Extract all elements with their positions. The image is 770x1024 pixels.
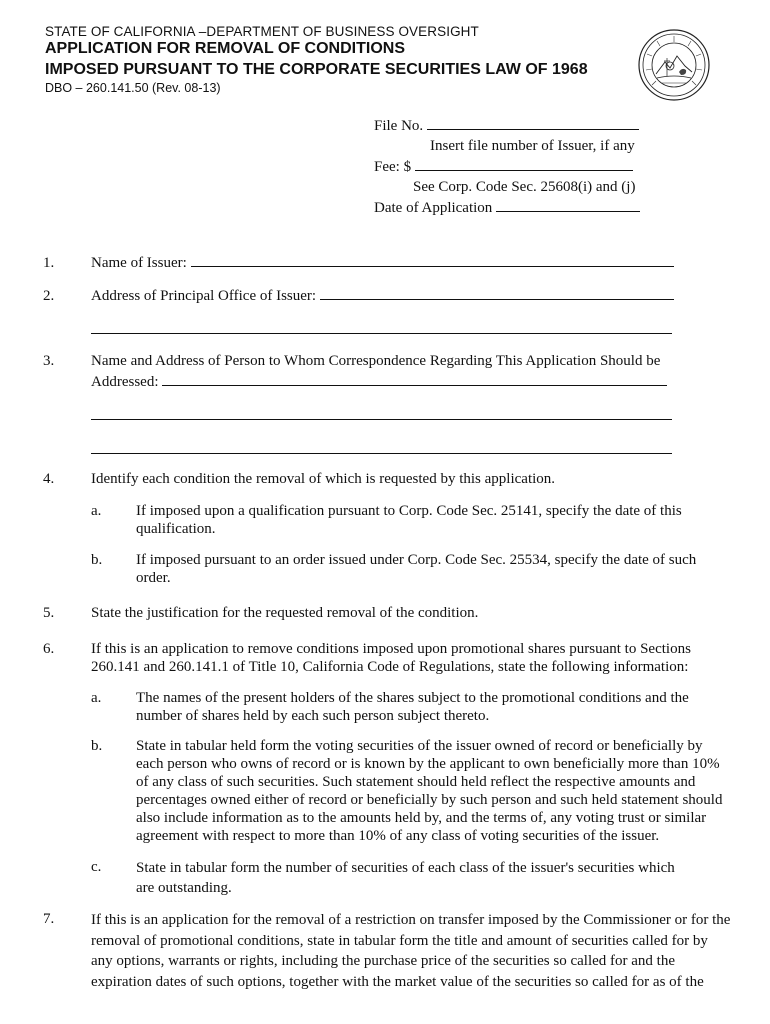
subitem-text: State in tabular form the number of securities of each class of the issuer's securities which are outstanding. <box>136 860 675 896</box>
item-label: Name and Address of Person to Whom Correspondence Regarding This Application Should be <box>91 353 661 369</box>
form-number: DBO – 260.141.50 (Rev. 08-13) <box>45 81 221 95</box>
subitem-text: State in tabular held form the voting securities of the issuer owned of record or beneficially by each person who owns of record or is known by the applicant to own beneficially more than 10% of any class of such securities. Such statement should held reflect the respective amounts and percentages owned either of record or beneficially by such person and such held statement should also include information as to the amounts held by, and the terms of, any voting trust or similar agreement with respect to more than 10% of any class of voting securities of the issuer. <box>136 738 723 844</box>
correspondence-line2[interactable] <box>91 419 672 420</box>
file-no-field[interactable] <box>427 117 639 130</box>
form-title-line1: APPLICATION FOR REMOVAL OF CONDITIONS <box>45 40 405 57</box>
file-no-hint: Insert file number of Issuer, if any <box>430 138 635 154</box>
subitem-letter: a. <box>91 503 102 519</box>
form-title-line2: IMPOSED PURSUANT TO THE CORPORATE SECURITIES LAW OF 1968 <box>45 61 588 78</box>
fee-label: Fee: $ <box>374 159 412 175</box>
subitem-text: If imposed upon a qualification pursuant to Corp. Code Sec. 25141, specify the date of this qualification. <box>136 503 682 537</box>
item-number: 2. <box>43 288 55 304</box>
item-text: State the justification for the requested removal of the condition. <box>91 605 479 621</box>
item-principal-office <box>91 287 674 305</box>
item-text: Identify each condition the removal of which is requested by this application. <box>91 471 556 487</box>
agency-name: STATE OF CALIFORNIA –DEPARTMENT OF BUSINESS OVERSIGHT <box>45 24 479 39</box>
file-no-label: File No. <box>374 118 424 134</box>
subitem-text: The names of the present holders of the shares subject to the promotional conditions and the number of shares held by each such person subject thereto. <box>136 690 689 724</box>
date-field[interactable] <box>496 199 640 212</box>
subitem-letter: c. <box>91 859 102 875</box>
issuer-name-field[interactable] <box>191 254 674 267</box>
date-row <box>374 199 640 217</box>
state-seal-icon <box>637 28 711 102</box>
principal-office-field[interactable] <box>320 287 674 300</box>
item-text: If this is an application to remove conditions imposed upon promotional shares pursuant to Sections 260.141 and 260.141.1 of Title 10, California Code of Regulations, state the following information: <box>91 641 691 675</box>
correspondence-line3[interactable] <box>91 453 672 454</box>
item-number: 6. <box>43 641 55 657</box>
item-label: Name of Issuer: <box>91 255 187 271</box>
item-number: 3. <box>43 353 55 369</box>
item-number: 1. <box>43 255 55 271</box>
fee-row <box>374 158 633 176</box>
subitem-text: If imposed pursuant to an order issued under Corp. Code Sec. 25534, specify the date of such order. <box>136 552 697 586</box>
correspondence-field[interactable] <box>162 373 667 386</box>
fee-hint: See Corp. Code Sec. 25608(i) and (j) <box>413 179 636 195</box>
item-label: Addressed: <box>91 374 159 390</box>
file-no-row <box>374 117 639 135</box>
item-number: 4. <box>43 471 55 487</box>
item-number: 5. <box>43 605 55 621</box>
item-correspondence <box>91 373 667 391</box>
subitem-letter: a. <box>91 690 102 706</box>
item-text: If this is an application for the removal of a restriction on transfer imposed by the Commissioner or for the removal of promotional conditions, state in tabular form the title and amount of securities called for by any options, warrants or rights, including the purchase price of the securities so called for and the expiration dates of such options, together with the market value of the securities so called for as of the <box>91 912 731 990</box>
fee-field[interactable] <box>415 158 633 171</box>
principal-office-line2[interactable] <box>91 333 672 334</box>
item-issuer-name <box>91 254 674 272</box>
subitem-letter: b. <box>91 552 103 568</box>
subitem-letter: b. <box>91 738 103 754</box>
date-label: Date of Application <box>374 200 493 216</box>
item-number: 7. <box>43 911 55 927</box>
item-label: Address of Principal Office of Issuer: <box>91 288 317 304</box>
